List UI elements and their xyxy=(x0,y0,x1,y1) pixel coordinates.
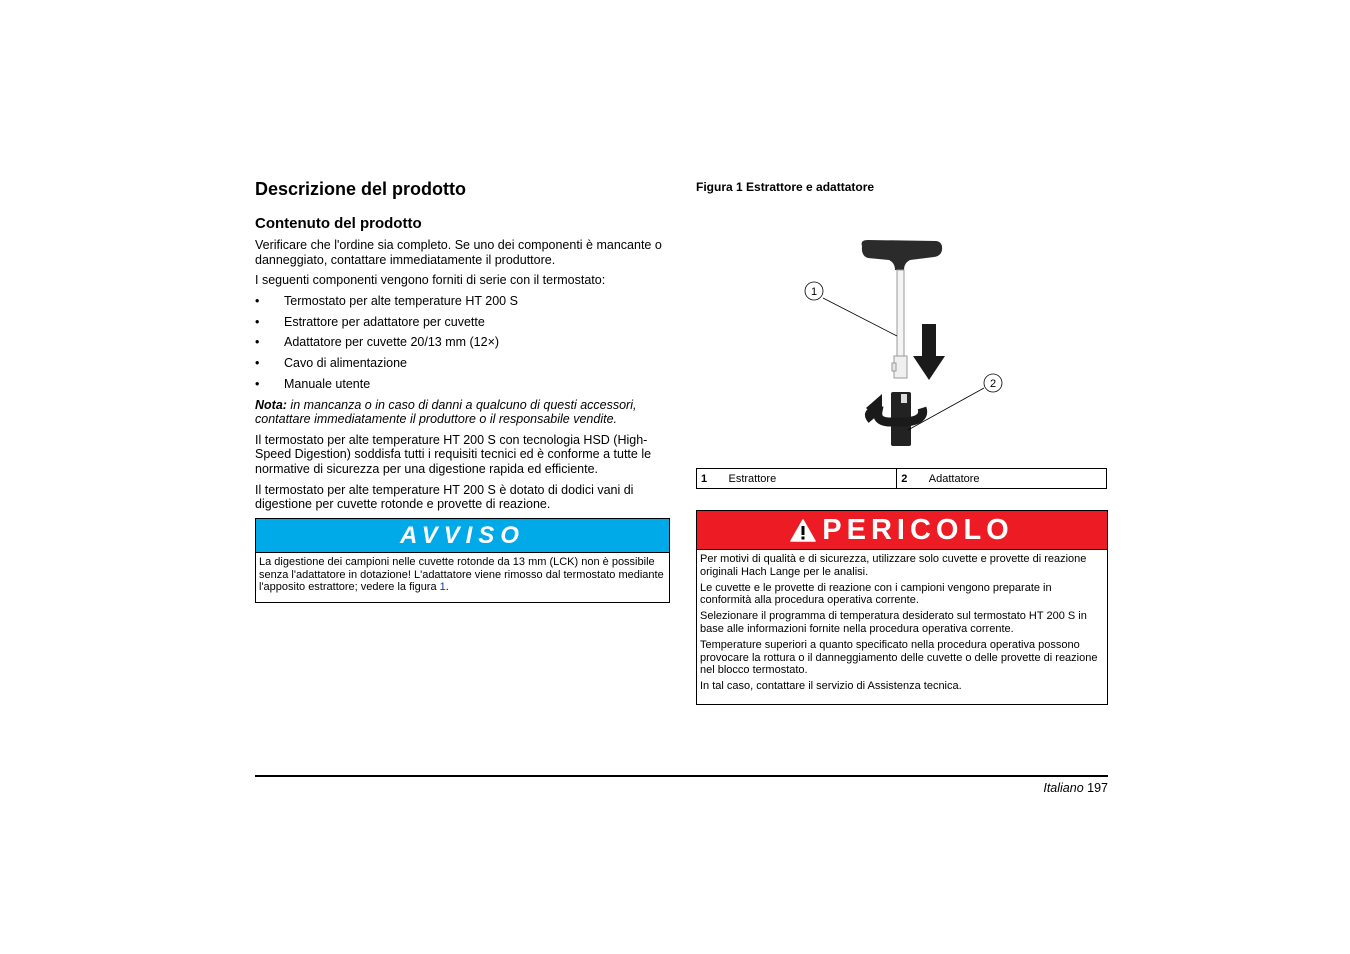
bullet: • xyxy=(255,314,260,329)
pericolo-paragraph: Temperature superiori a quanto specificato nella procedura operativa possono provocare la rottura o il danneggiamento delle cuvette o delle provette di reazione nel blocco termostato. xyxy=(700,638,1098,677)
list-item xyxy=(255,294,670,309)
paragraph-order-check: Verificare che l'ordine sia completo. Se uno dei componenti è mancante o danneggiato, contattare immediatamente il produttore. xyxy=(255,238,662,267)
bullet: • xyxy=(255,356,260,371)
callout-2-label: 2 xyxy=(989,378,997,390)
bullet: • xyxy=(255,293,260,308)
extractor-pin xyxy=(892,363,896,371)
avviso-body xyxy=(256,553,669,602)
down-arrow-icon xyxy=(913,324,945,380)
page-number: 197 xyxy=(1087,781,1108,795)
list-item-text: Adattatore per cuvette 20/13 mm (12×) xyxy=(284,335,500,350)
avviso-header xyxy=(256,519,669,553)
note-text: in mancanza o in caso di danni a qualcuno di questi accessori, contattare immediatamente il produttore o il responsabile vendite. xyxy=(255,397,637,427)
avviso-end: . xyxy=(445,581,449,594)
footer-language: Italiano xyxy=(1043,781,1084,795)
legend-number: 2 xyxy=(897,469,925,489)
t-handle xyxy=(862,240,943,270)
note-label: Nota: xyxy=(255,397,287,412)
list-item xyxy=(255,356,670,371)
list-item-text: Estrattore per adattatore per cuvette xyxy=(284,314,485,329)
component-list xyxy=(255,294,670,392)
table-row xyxy=(697,469,1107,489)
figure-reference-link[interactable]: 1 xyxy=(439,581,446,594)
warning-triangle-icon xyxy=(790,519,816,542)
legend-label: Adattatore xyxy=(925,469,1107,489)
figure-extractor-adapter xyxy=(696,208,1108,468)
extractor-shaft xyxy=(897,270,904,360)
bullet: • xyxy=(255,376,260,391)
pericolo-paragraph: Selezionare il programma di temperatura desiderato sul termostato HT 200 S in base alle informazioni fornite nella procedura operativa corrente. xyxy=(700,610,1087,635)
pericolo-paragraph: Per motivi di qualità e di sicurezza, utilizzare solo cuvette e provette di reazione originali Hach Lange per le analisi. xyxy=(700,553,1087,578)
list-item-text: Cavo di alimentazione xyxy=(284,356,407,371)
paragraph-hsd: Il termostato per alte temperature HT 200 S con tecnologia HSD (High-Speed Digestion) soddisfa tutti i requisiti tecnici ed è conforme a tutte le normative di sicurezza per una digestione rapida ed efficiente. xyxy=(255,432,652,477)
pericolo-title: PERICOLO xyxy=(822,513,1014,546)
legend-number: 1 xyxy=(697,469,725,489)
right-column xyxy=(696,180,1108,705)
paragraph-components-intro: I seguenti componenti vengono forniti di serie con il termostato: xyxy=(255,273,606,288)
footer-rule xyxy=(255,775,1108,777)
adapter-slot xyxy=(901,394,907,403)
avviso-text: La digestione dei campioni nelle cuvette rotonde da 13 mm (LCK) non è possibile senza l'adattatore in dotazione! L'adattatore viene rimosso dal termostato mediante l'apposito estrattore; vedere la figura xyxy=(259,555,664,594)
list-item xyxy=(255,377,670,392)
figure-legend-table xyxy=(696,468,1107,489)
callout-1-leader xyxy=(823,298,897,336)
subsection-title: Contenuto del prodotto xyxy=(255,215,422,232)
bullet: • xyxy=(255,335,260,350)
list-item-text: Termostato per alte temperature HT 200 S xyxy=(284,293,518,308)
list-item-text: Manuale utente xyxy=(284,376,371,391)
figure-caption: Figura 1 Estrattore e adattatore xyxy=(696,180,875,194)
pericolo-header xyxy=(697,511,1107,550)
pericolo-box xyxy=(696,510,1108,705)
note xyxy=(255,398,670,427)
list-item xyxy=(255,315,670,330)
avviso-box xyxy=(255,518,670,603)
section-title: Descrizione del prodotto xyxy=(255,179,467,199)
avviso-title: AVVISO xyxy=(400,521,525,549)
list-item xyxy=(255,335,670,350)
paragraph-slots: Il termostato per alte temperature HT 200 S è dotato di dodici vani di digestione per cuvette rotonde e provette di reazione. xyxy=(255,482,634,512)
left-column xyxy=(255,178,670,603)
callout-1-label: 1 xyxy=(810,286,818,298)
pericolo-paragraph: In tal caso, contattare il servizio di Assistenza tecnica. xyxy=(700,680,962,693)
pericolo-paragraph: Le cuvette e le provette di reazione con i campioni vengono preparate in conformità alla procedura operativa corrente. xyxy=(700,581,1052,607)
pericolo-body xyxy=(697,550,1107,704)
extractor-illustration xyxy=(696,208,1108,468)
legend-label: Estrattore xyxy=(725,469,897,489)
page-footer xyxy=(1043,780,1108,796)
